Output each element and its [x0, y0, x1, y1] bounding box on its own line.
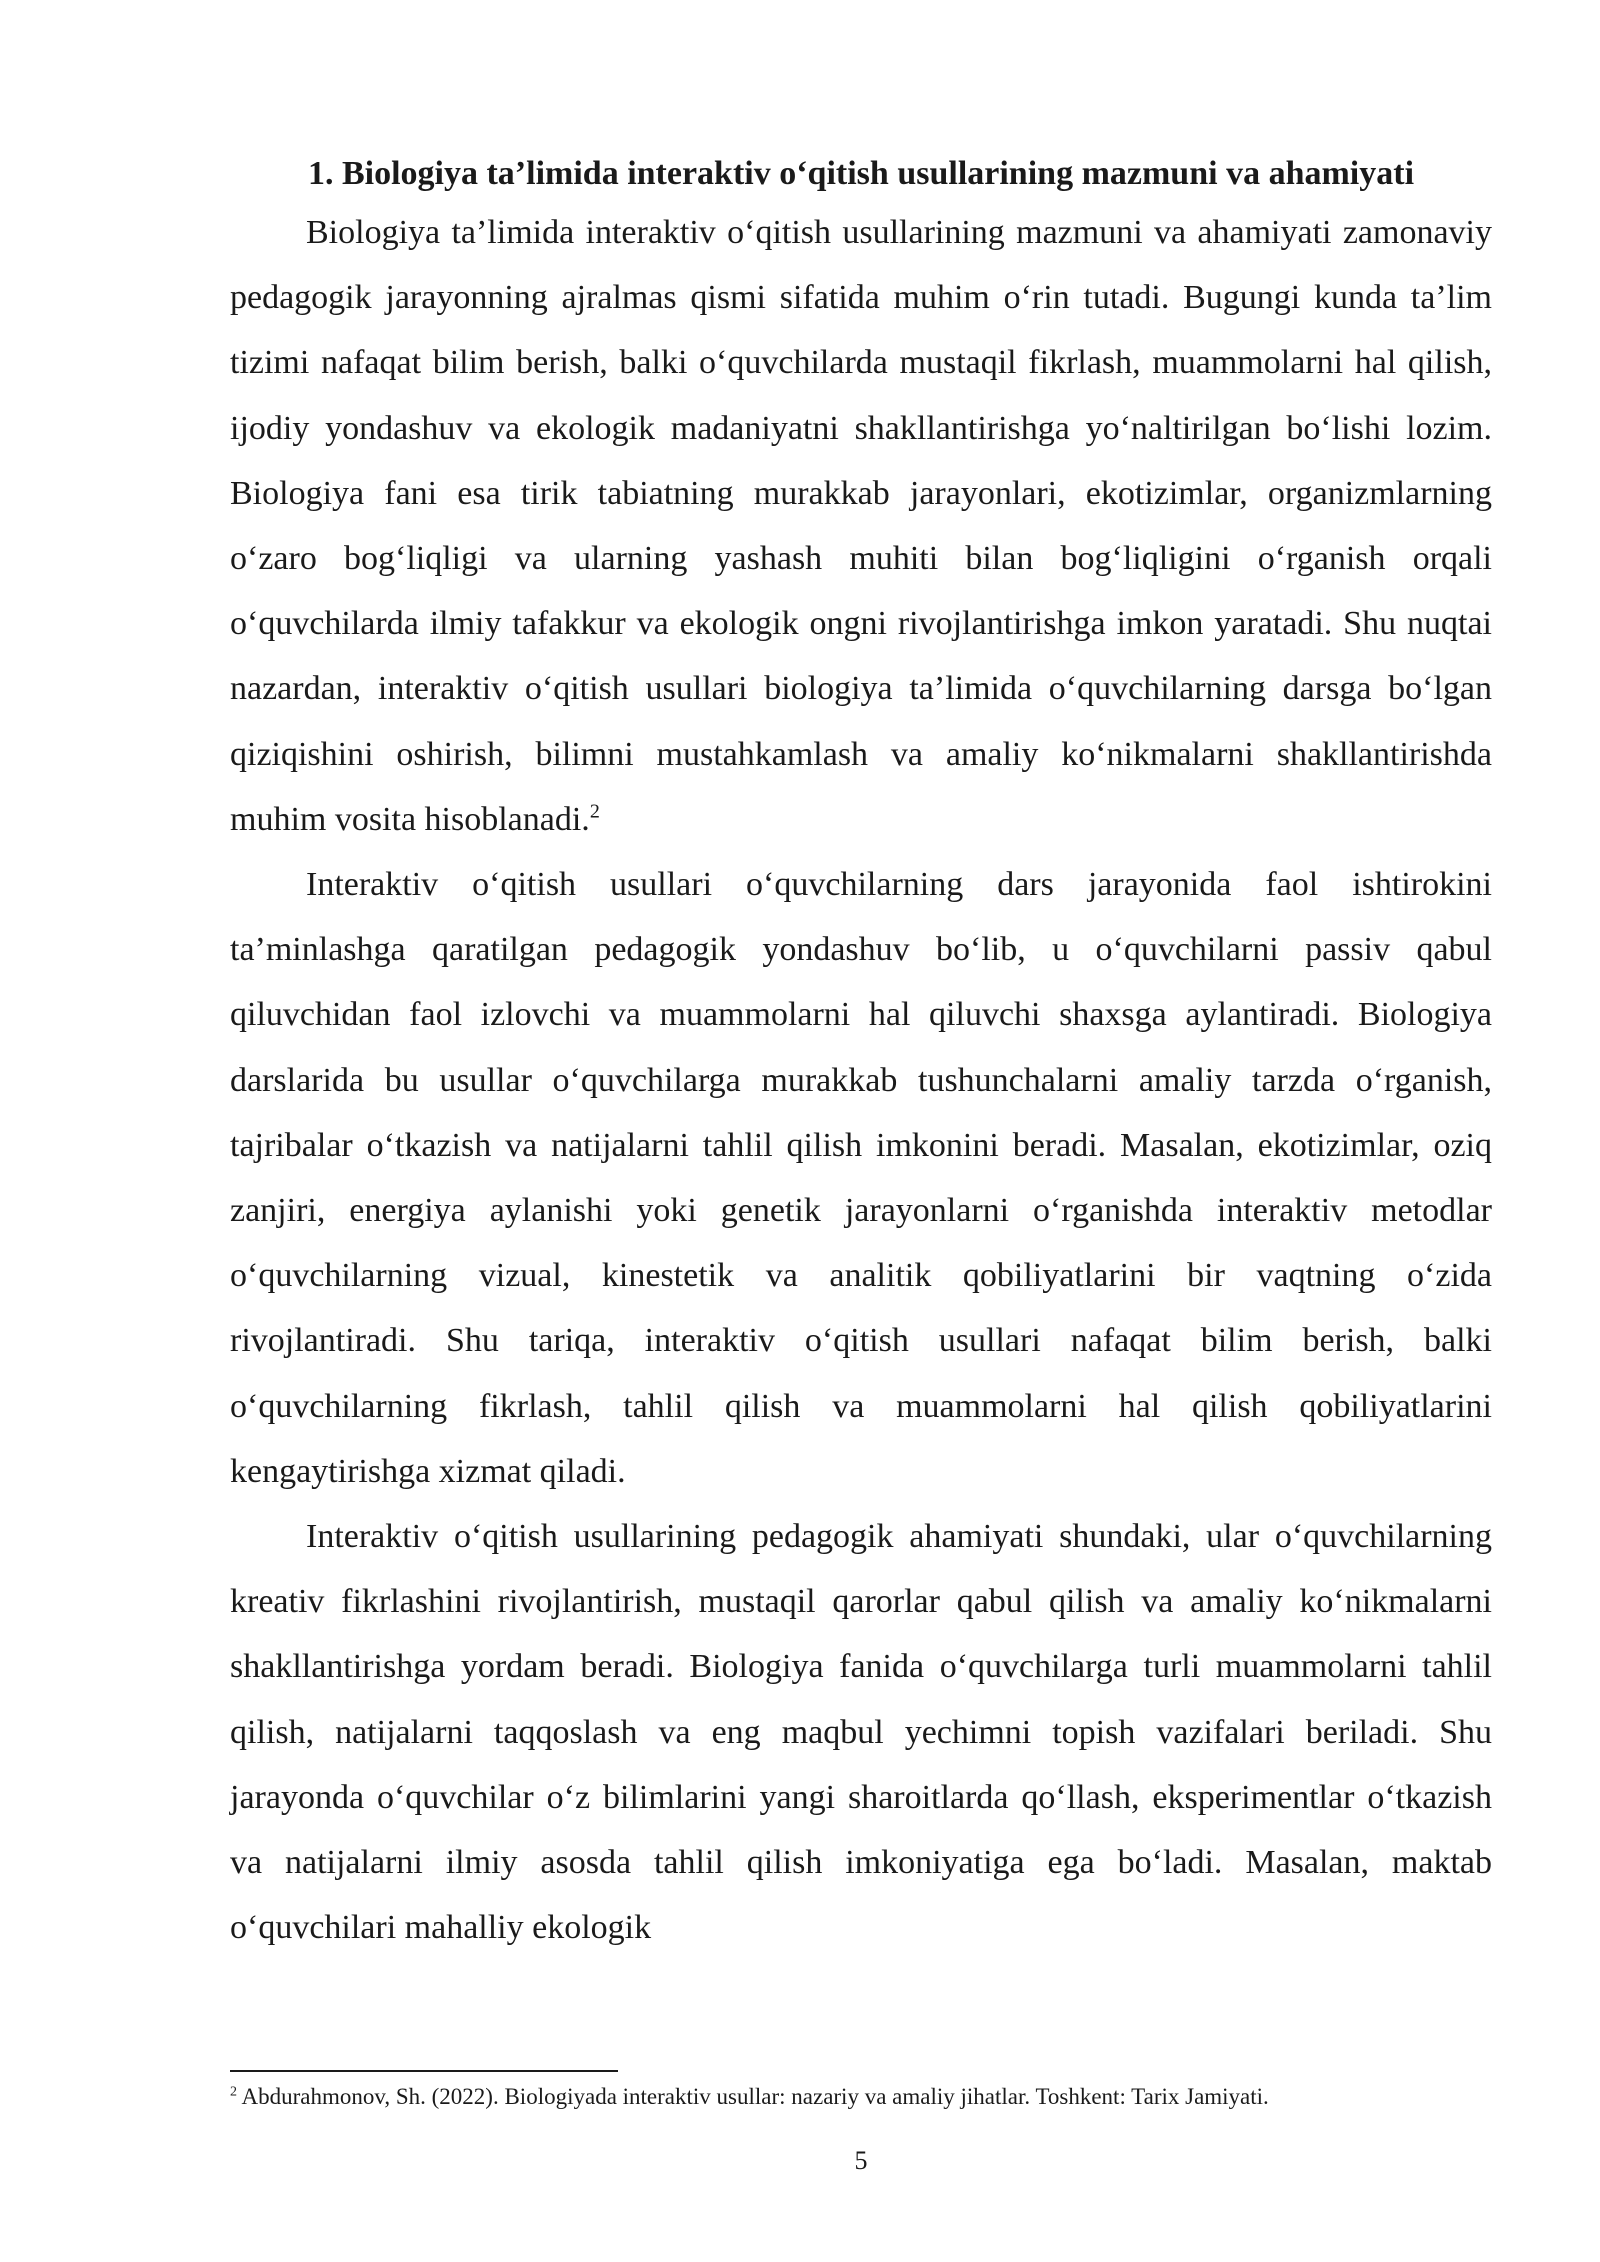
section-heading: 1. Biologiya ta’limida interaktiv o‘qitish usullarining mazmuni va ahamiyati — [307, 155, 1415, 192]
footnote-separator — [230, 2070, 618, 2072]
footnote-text: Abdurahmonov, Sh. (2022). Biologiyada interaktiv usullar: nazariy va amaliy jihatlar. Toshkent: Tarix Jamiyati. — [241, 2084, 1269, 2109]
footnote-number: 2 — [230, 2084, 237, 2100]
paragraph-2-text: Interaktiv o‘qitish usullari o‘quvchilarning dars jarayonida faol ishtirokini ta’minlashga qaratilgan pedagogik yondashuv bo‘lib, u o‘quvchilarni passiv qabul qiluvchidan faol izlovchi va muammolarni hal qiluvchi shaxsga aylantiradi. Biologiya darslarida bu usullar o‘quvchilarga murakkab tushunchalarni amaliy tarzda o‘rganish, tajribalar o‘tkazish va natijalarni tahlil qilish imkonini beradi. Masalan, ekotizimlar, oziq zanjiri, energiya aylanishi yoki genetik jarayonlarni o‘rganishda interaktiv metodlar o‘quvchilarning vizual, kinestetik va analitik qobiliyatlarini bir vaqtning o‘zida rivojlantiradi. Shu tariqa, interaktiv o‘qitish usullari nafaqat bilim berish, balki o‘quvchilarning fikrlash, tahlil qilish va muammolarni hal qilish qobiliyatlarini kengaytirishga xizmat qiladi. — [230, 866, 1492, 1490]
footnote-reference: 2 — [589, 800, 600, 823]
paragraph-3 — [230, 1504, 1492, 1960]
paragraph-2 — [230, 852, 1492, 1504]
paragraph-3-text: Interaktiv o‘qitish usullarining pedagogik ahamiyati shundaki, ular o‘quvchilarning kreativ fikrlashini rivojlantirish, mustaqil qarorlar qabul qilish va amaliy ko‘nikmalarni shakllantirishga yordam beradi. Biologiya fanida o‘quvchilarga turli muammolarni tahlil qilish, natijalarni taqqoslash va eng maqbul yechimni topish vazifalari beriladi. Shu jarayonda o‘quvchilar o‘z bilimlarini yangi sharoitlarda qo‘llash, eksperimentlar o‘tkazish va natijalarni ilmiy asosda tahlil qilish imkoniyatiga ega bo‘ladi. Masalan, maktab o‘quvchilari mahalliy ekologik — [230, 1518, 1492, 1947]
footnote — [230, 2082, 1492, 2112]
paragraph-1 — [230, 200, 1492, 852]
document-page-body — [230, 148, 1492, 1960]
paragraph-1-text: Biologiya ta’limida interaktiv o‘qitish usullarining mazmuni va ahamiyati zamonaviy pedagogik jarayonning ajralmas qismi sifatida muhim o‘rin tutadi. Bugungi kunda ta’lim tizimi nafaqat bilim berish, balki o‘quvchilarda mustaqil fikrlash, muammolarni hal qilish, ijodiy yondashuv va ekologik madaniyatni shakllantirishga yo‘naltirilgan bo‘lishi lozim. Biologiya fani esa tirik tabiatning murakkab jarayonlari, ekotizimlar, organizmlarning o‘zaro bog‘liqligi va ularning yashash muhiti bilan bog‘liqligini o‘rganish orqali o‘quvchilarda ilmiy tafakkur va ekologik ongni rivojlantirishga imkon yaratadi. Shu nuqtai nazardan, interaktiv o‘qitish usullari biologiya ta’limida o‘quvchilarning darsga bo‘lgan qiziqishini oshirish, bilimni mustahkamlash va amaliy ko‘nikmalarni shakllantirishda muhim vosita hisoblanadi. — [230, 214, 1492, 838]
page-number: 5 — [854, 2146, 868, 2175]
